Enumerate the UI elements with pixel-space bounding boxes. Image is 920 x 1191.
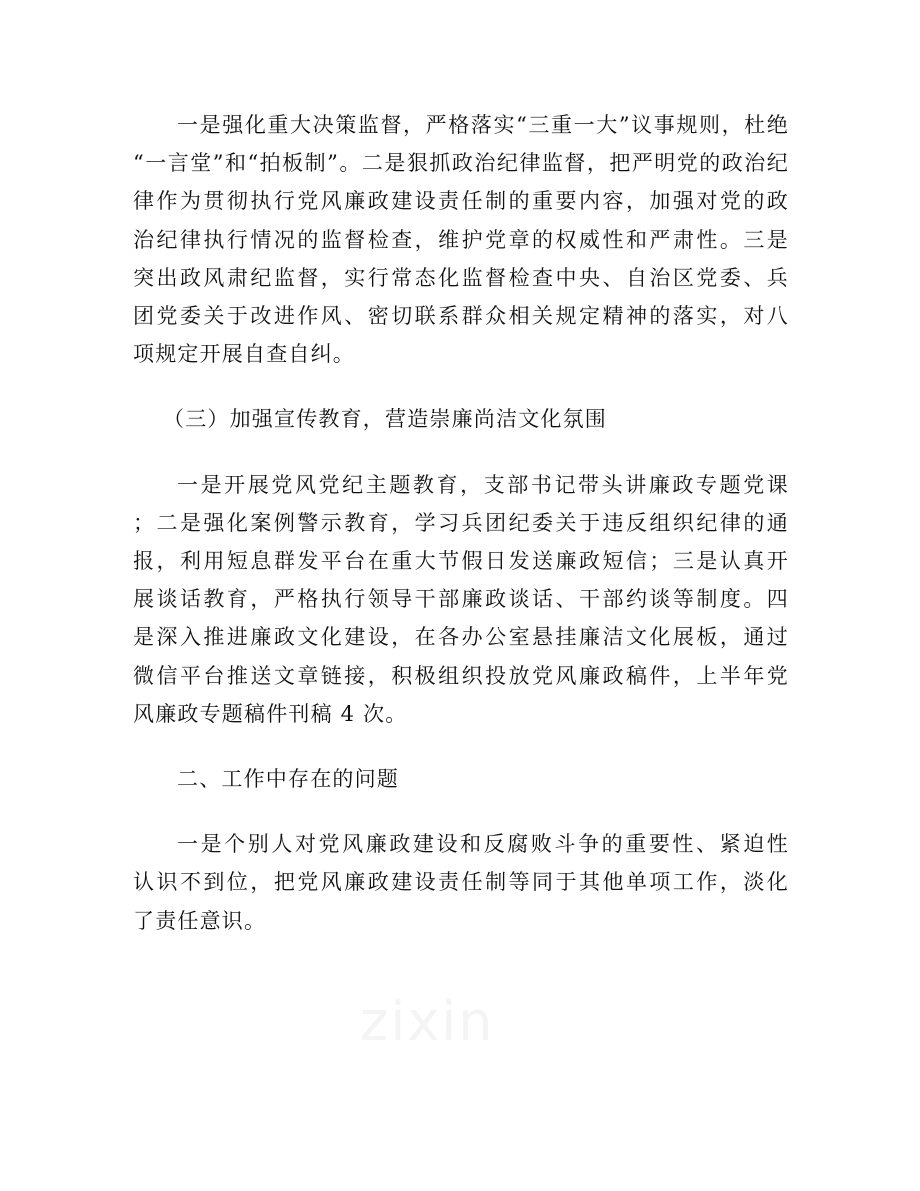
text-line: 治纪律执行情况的监督检查，维护党章的权威性和严肃性。三是 <box>133 227 789 252</box>
text-line: 是深入推进廉政文化建设，在各办公室悬挂廉洁文化展板，通过 <box>133 625 789 650</box>
paragraph-supervision <box>133 106 789 373</box>
text-line: 风廉政专题稿件刊稿 4 次。 <box>133 701 408 726</box>
watermark-logo: zixin <box>360 990 495 1053</box>
text-line: 一是开展党风党纪主题教育，支部书记带头讲廉政专题党课 <box>177 472 789 497</box>
heading-text: 二、工作中存在的问题 <box>177 767 399 792</box>
text-line: 报，利用短息群发平台在重大节假日发送廉政短信；三是认真开 <box>133 549 789 574</box>
text-line: ；二是强化案例警示教育，学习兵团纪委关于违反组织纪律的通 <box>133 510 789 535</box>
text-line: 项规定开展自查自纠。 <box>133 342 355 367</box>
heading-text: （三）加强宣传教育，营造崇廉尚洁文化氛围 <box>163 407 607 432</box>
document-body <box>133 106 789 940</box>
paragraph-education <box>133 466 789 733</box>
text-line: 微信平台推送文章链接，积极组织投放党风廉政稿件，上半年党 <box>133 663 789 688</box>
text-line: 团党委关于改进作风、密切联系群众相关规定精神的落实，对八 <box>133 304 789 329</box>
text-line: 认识不到位，把党风廉政建设责任制等同于其他单项工作，淡化 <box>133 870 789 895</box>
text-line: 一是个别人对党风廉政建设和反腐败斗争的重要性、紧迫性 <box>177 832 789 857</box>
section-heading-problems <box>133 760 789 798</box>
text-line: 了责任意识。 <box>133 908 267 933</box>
text-line: 律作为贯彻执行党风廉政建设责任制的重要内容，加强对党的政 <box>133 189 789 214</box>
text-line: “一言堂”和“拍板制”。二是狠抓政治纪律监督，把严明党的政治纪 <box>133 151 789 176</box>
section-heading-publicity <box>133 400 789 438</box>
paragraph-problems <box>133 825 789 940</box>
text-line: 突出政风肃纪监督，实行常态化监督检查中央、自治区党委、兵 <box>133 265 789 290</box>
text-line: 展谈话教育，严格执行领导干部廉政谈话、干部约谈等制度。四 <box>133 587 789 612</box>
text-line: 一是强化重大决策监督，严格落实“三重一大”议事规则，杜绝 <box>177 113 789 137</box>
